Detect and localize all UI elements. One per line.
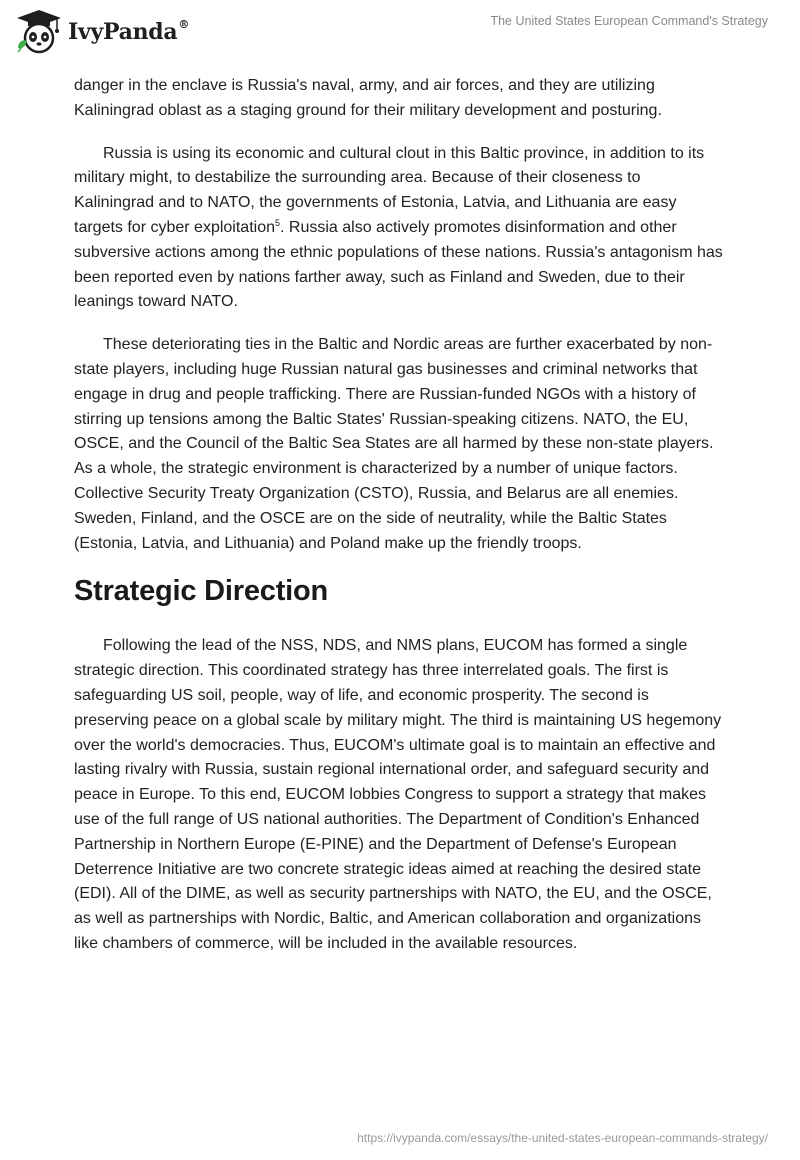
- paragraph-non-state-players: These deteriorating ties in the Baltic and Nordic areas are further exacerbated by non-state players, including huge Russian natural gas businesses and criminal networks that engage in drug and people trafficking. There are Russian-funded NGOs with a history of stirring up tensions among the Baltic States' Russian-speaking citizens. NATO, the EU, OSCE, and the Council of the Baltic Sea States are all harmed by these non-state players. As a whole, the strategic environment is characterized by a number of unique factors. Collective Security Treaty Organization (CSTO), Russia, and Belarus are all enemies. Sweden, Finland, and the OSCE are on the side of neutrality, while the Baltic States (Estonia, Latvia, and Lithuania) and Poland make up the friendly troops.: [74, 336, 714, 552]
- ivypanda-logo[interactable]: [14, 8, 189, 54]
- paragraph-continued: danger in the enclave is Russia's naval, army, and air forces, and they are utilizing Kaliningrad oblast as a staging ground for their military development and posturing.: [74, 77, 662, 119]
- section-heading: Strategic Direction: [74, 575, 329, 608]
- page-header: [0, 0, 800, 70]
- document-title: The United States European Command's Strategy: [490, 14, 768, 28]
- source-url[interactable]: https://ivypanda.com/essays/the-united-states-european-commands-strategy/: [357, 1131, 768, 1145]
- brand-name: IvyPanda®: [68, 17, 190, 45]
- essay-body: [74, 74, 724, 975]
- paragraph-russia-influence: Russia is using its economic and cultural clout in this Baltic province, in addition to its military might, to destabilize the surrounding area. Because of their closeness to Kaliningrad and to NATO, the governments of Estonia, Latvia, and Lithuania are easy targets for cyber exploitation$^5$. Russia also actively promotes disinformation and other subversive actions among the ethnic populations of these nations. Russia's antagonism has been reported even by nations farther away, such as Finland and Sweden, due to their leanings toward NATO.: [74, 144, 723, 311]
- footnote-ref[interactable]: 5: [275, 217, 281, 228]
- panda-graduate-icon: [14, 8, 64, 54]
- paragraph-strategic-direction: Following the lead of the NSS, NDS, and NMS plans, EUCOM has formed a single strategic direction. This coordinated strategy has three interrelated goals. The first is safeguarding US soil, people, way of life, and economic prosperity. The second is preserving peace on a global scale by military might. The third is maintaining US hegemony over the world's democracies. Thus, EUCOM's ultimate goal is to maintain an effective and lasting rivalry with Russia, sustain regional international order, and safeguard security and peace in Europe. To this end, EUCOM lobbies Congress to support a strategy that makes use of the full range of US national authorities. The Department of Condition's Enhanced Partnership in Northern Europe (E-PINE) and the Department of Defense's European Deterrence Initiative are two concrete strategic ideas aimed at reaching the desired state (EDI). All of the DIME, as well as security partnerships with NATO, the EU, and the OSCE, as well as partnerships with Nordic, Baltic, and American collaboration and organizations like chambers of commerce, will be included in the available resources.: [74, 637, 722, 952]
